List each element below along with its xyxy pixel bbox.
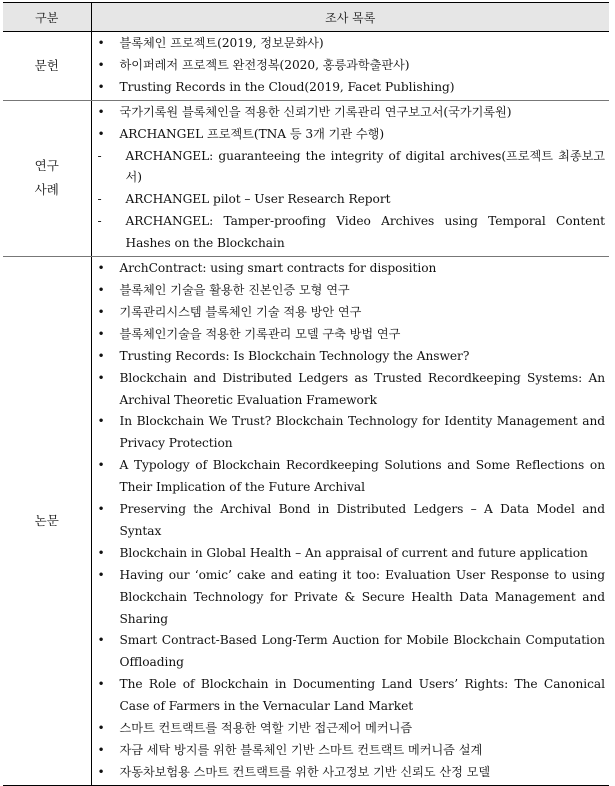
item-text: In Blockchain We Trust? Blockchain Technology for Identity Management and Privacy Protection	[119, 414, 605, 451]
list-item	[98, 762, 606, 784]
list-item	[98, 411, 606, 455]
section-literature	[3, 32, 609, 101]
bullet-marker: •	[97, 104, 105, 119]
bullet-marker: •	[97, 721, 105, 736]
bullet-marker: •	[97, 414, 105, 429]
bullet-marker: •	[97, 545, 105, 560]
list-item	[98, 77, 606, 99]
list-item	[98, 543, 606, 565]
item-text: 블록체인 기술을 활용한 진본인증 모형 연구	[119, 282, 350, 297]
item-text: The Role of Blockchain in Documenting Land Users’ Rights: The Canonical Case of Farmers in the Vernacular Land Market	[119, 677, 605, 714]
section-case-studies	[3, 100, 609, 256]
category-cell	[3, 257, 91, 786]
list-item	[98, 124, 606, 146]
item-text: Trusting Records: Is Blockchain Technology the Answer?	[119, 348, 470, 363]
item-text: 블록체인기술을 적용한 기록관리 모델 구축 방법 연구	[119, 326, 401, 341]
category-label: 사례	[34, 182, 59, 198]
bullet-marker: •	[97, 677, 105, 692]
item-text: 하이퍼레저 프로젝트 완전정복(2020, 홍릉과학출판사)	[119, 57, 410, 72]
list-item	[98, 258, 606, 280]
item-text: 자동차보험용 스마트 컨트랙트를 위한 사고정보 기반 신뢰도 산정 모델	[119, 764, 491, 779]
item-text: ARCHANGEL: Tamper-proofing Video Archives using Temporal Content Hashes on the Blockchain	[125, 214, 605, 251]
bullet-marker: •	[97, 348, 105, 363]
list-item	[98, 718, 606, 740]
item-text: ARCHANGEL 프로젝트(TNA 등 3개 기관 수행)	[119, 126, 385, 141]
item-text: ARCHANGEL: guaranteeing the integrity of digital archives(프로젝트 최종보고서)	[125, 148, 605, 185]
item-text: Smart Contract-Based Long-Term Auction for Mobile Blockchain Computation Offloading	[119, 633, 605, 670]
list-item	[98, 302, 606, 324]
bullet-marker: •	[97, 458, 105, 473]
bullet-marker: •	[97, 79, 105, 94]
list-item	[98, 565, 606, 631]
bullet-marker: •	[97, 502, 105, 517]
item-list	[98, 258, 606, 784]
bullet-marker: •	[97, 126, 105, 141]
list-item	[98, 189, 606, 211]
bullet-marker: •	[97, 326, 105, 341]
item-text: 블록체인 프로젝트(2019, 정보문화사)	[119, 36, 324, 50]
bullet-marker: •	[97, 261, 105, 276]
list-item	[98, 368, 606, 412]
item-text: 스마트 컨트랙트를 적용한 역할 기반 접근제어 메커니즘	[119, 721, 413, 736]
item-text: Preserving the Archival Bond in Distributed Ledgers – A Data Model and Syntax	[119, 502, 605, 538]
bullet-marker: •	[97, 282, 105, 297]
items-cell	[91, 32, 609, 101]
list-item	[98, 280, 606, 302]
category-label: 논문	[34, 512, 59, 528]
dash-marker: -	[97, 148, 102, 163]
header-row	[3, 3, 609, 32]
bullet-marker: •	[97, 567, 105, 582]
item-text: 자금 세탁 방지를 위한 블록체인 기반 스마트 컨트랙트 메커니즘 설계	[119, 743, 483, 757]
bullet-marker: •	[97, 633, 105, 648]
list-item	[98, 211, 606, 255]
bullet-marker: •	[97, 764, 105, 779]
item-list	[98, 102, 606, 255]
item-text: 국가기록원 블록체인을 적용한 신뢰기반 기록관리 연구보고서(국가기록원)	[119, 104, 512, 119]
item-text: Blockchain in Global Health – An appraisal of current and future application	[119, 545, 588, 560]
item-text: ARCHANGEL pilot – User Research Report	[125, 192, 391, 207]
list-item	[98, 499, 606, 543]
item-text: 기록관리시스템 블록체인 기술 적용 방안 연구	[119, 304, 362, 319]
dash-marker: -	[97, 214, 102, 229]
category-label: 연구	[34, 158, 59, 174]
header-category: 구분	[3, 3, 91, 32]
list-item	[98, 102, 606, 124]
item-text: Blockchain and Distributed Ledgers as Trusted Recordkeeping Systems: An Archival Theoretic Evaluation Framework	[119, 370, 605, 407]
list-item	[98, 740, 606, 762]
dash-marker: -	[97, 192, 102, 207]
list-item	[98, 324, 606, 346]
item-text: A Typology of Blockchain Recordkeeping Solutions and Some Reflections on Their Implication of the Future Archival	[119, 458, 605, 495]
list-item	[98, 630, 606, 674]
list-item	[98, 674, 606, 718]
bullet-marker: •	[97, 370, 105, 385]
item-list	[98, 33, 606, 99]
item-text: Having our ‘omic’ cake and eating it too: Evaluation User Response to using Blockchain Technology for Private & Secure Health Data Management and Sharing	[119, 567, 605, 626]
header-list: 조사 목록	[91, 3, 609, 32]
category-label: 문헌	[34, 57, 59, 73]
bullet-marker: •	[97, 36, 105, 50]
survey-table	[3, 2, 609, 786]
items-cell	[91, 100, 609, 256]
category-cell	[3, 32, 91, 101]
bullet-marker: •	[97, 57, 105, 72]
item-text: Trusting Records in the Cloud(2019, Facet Publishing)	[119, 79, 455, 94]
item-text: ArchContract: using smart contracts for disposition	[119, 261, 437, 276]
list-item	[98, 346, 606, 368]
list-item	[98, 146, 606, 190]
bullet-marker: •	[97, 743, 105, 757]
list-item	[98, 55, 606, 77]
list-item	[98, 455, 606, 499]
items-cell	[91, 257, 609, 786]
section-papers	[3, 257, 609, 786]
category-cell	[3, 100, 91, 256]
bullet-marker: •	[97, 304, 105, 319]
list-item	[98, 33, 606, 55]
